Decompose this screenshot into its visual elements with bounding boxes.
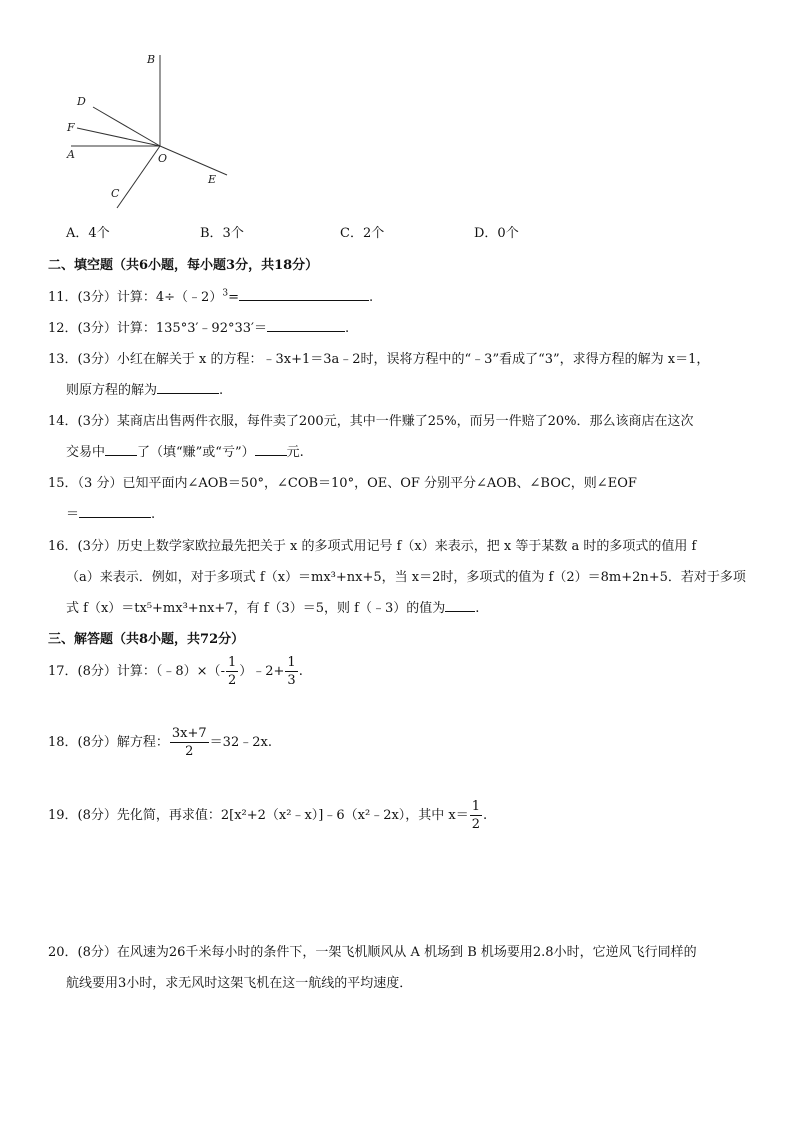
- question-18: [48, 727, 272, 758]
- ray-OD: [93, 107, 160, 146]
- label-C: C: [111, 187, 120, 200]
- q15-answer-blank[interactable]: [79, 505, 151, 518]
- q11-answer-blank[interactable]: [239, 288, 369, 301]
- q17-fraction-2: [285, 656, 297, 687]
- label-E: E: [208, 173, 217, 186]
- q19-denominator: 2: [471, 817, 481, 832]
- question-19: [48, 800, 487, 831]
- q18-numerator: 3x+7: [171, 726, 207, 741]
- q14-text-c: 元.: [286, 445, 304, 460]
- question-16-line-2: （a）来表示．例如，对于多项式 f（x）＝mx³+nx+5，当 x＝2时，多项式的值为 f（2）＝8m+2n+5．若对于多项: [66, 570, 746, 585]
- q14-answer-blank-1[interactable]: [105, 443, 137, 456]
- q12-answer-blank[interactable]: [267, 319, 345, 332]
- q11-text: 11．(3分）计算：4÷（﹣2）: [48, 290, 223, 305]
- q17-den-1: 2: [227, 673, 237, 688]
- question-16-line-3: [66, 597, 479, 616]
- label-D: D: [77, 95, 86, 108]
- q13-answer-blank[interactable]: [157, 381, 219, 394]
- q14-text-b: 了（填“赚”或“亏”）: [137, 445, 255, 460]
- q19-period: .: [483, 808, 488, 823]
- question-13-line-2: [66, 379, 223, 398]
- question-13-line-1: 13．(3分）小红在解关于 x 的方程：﹣3x+1＝3a﹣2时，误将方程中的“﹣3”看成了“3”，求得方程的解为 x＝1，: [48, 352, 710, 367]
- q14-answer-blank-2[interactable]: [255, 443, 287, 456]
- ray-OF: [77, 128, 160, 146]
- q15-period: .: [151, 507, 156, 522]
- label-B: B: [147, 53, 156, 66]
- q13-period: .: [219, 383, 224, 398]
- question-14-line-1: 14．(3分）某商店出售两件衣服，每件卖了200元，其中一件赚了25%，而另一件赔了20%．那么该商店在这次: [48, 414, 694, 429]
- option-d: D．0个: [474, 226, 519, 241]
- label-F: F: [67, 121, 75, 134]
- q15-equals: ＝: [66, 507, 80, 522]
- q17-den-2: 3: [287, 673, 296, 688]
- label-A: A: [67, 148, 75, 161]
- ray-OC: [117, 146, 160, 208]
- q14-text-a: 交易中: [66, 445, 106, 460]
- q17-num-1: 1: [227, 655, 237, 670]
- q18-rest: ＝32﹣2x.: [209, 735, 272, 750]
- question-11: [48, 286, 373, 305]
- question-14-line-2: [66, 441, 304, 460]
- question-20-line-2: 航线要用3小时，求无风时这架飞机在这一航线的平均速度．: [66, 976, 413, 991]
- q17-middle: ）﹣2+: [239, 664, 285, 679]
- ray-OE: [160, 146, 227, 175]
- q16-period: .: [475, 601, 480, 616]
- q19-text: 19．(8分）先化简，再求值：2[x²+2（x²﹣x）]﹣6（x²﹣2x），其中 x＝: [48, 808, 469, 823]
- angle-figure: [55, 45, 245, 215]
- q13-text: 则原方程的解为: [66, 383, 158, 398]
- q17-neg-sign: -: [220, 664, 225, 679]
- q18-fraction: [170, 727, 209, 758]
- q19-fraction: [470, 800, 482, 831]
- question-20-line-1: 20．(8分）在风速为26千米每小时的条件下，一架飞机顺风从 A 机场到 B 机场要用2.8小时，它逆风飞行同样的: [48, 945, 697, 960]
- label-O: O: [158, 152, 168, 165]
- section-3-title: 三、解答题（共8小题，共72分）: [48, 632, 245, 647]
- q16-text: 式 f（x）＝tx⁵+mx³+nx+7，有 f（3）＝5，则 f（﹣3）的值为: [66, 601, 446, 616]
- q17-num-2: 1: [287, 655, 296, 670]
- q11-equals: =: [228, 290, 239, 305]
- q18-denominator: 2: [185, 744, 194, 759]
- q16-answer-blank[interactable]: [445, 599, 475, 612]
- q17-text: 17．(8分）计算：（﹣8）×（: [48, 664, 221, 679]
- question-12: [48, 317, 349, 336]
- q12-text: 12．(3分）计算：135°3′﹣92°33′＝: [48, 321, 267, 336]
- q12-period: .: [344, 321, 350, 336]
- q11-exponent: 3: [222, 288, 229, 299]
- q19-numerator: 1: [471, 799, 481, 814]
- q18-text: 18．(8分）解方程：: [48, 735, 169, 750]
- q11-period: .: [368, 290, 374, 305]
- question-17: [48, 656, 303, 687]
- option-c: C．2个: [340, 226, 385, 241]
- q17-fraction-1: [226, 656, 238, 687]
- question-16-line-1: 16．(3分）历史上数学家欧拉最先把关于 x 的多项式用记号 f（x）来表示，把 x 等于某数 a 时的多项式的值用 f: [48, 539, 697, 554]
- section-2-title: 二、填空题（共6小题，每小题3分，共18分）: [48, 258, 319, 273]
- question-15-line-2: [66, 503, 155, 522]
- question-15-line-1: 15．（3 分）已知平面内∠AOB＝50°，∠COB＝10°，OE、OF 分别平分∠AOB、∠BOC，则∠EOF: [48, 476, 637, 491]
- option-a: A．4个: [66, 226, 110, 241]
- option-b: B．3个: [200, 226, 244, 241]
- q17-period: .: [298, 664, 303, 679]
